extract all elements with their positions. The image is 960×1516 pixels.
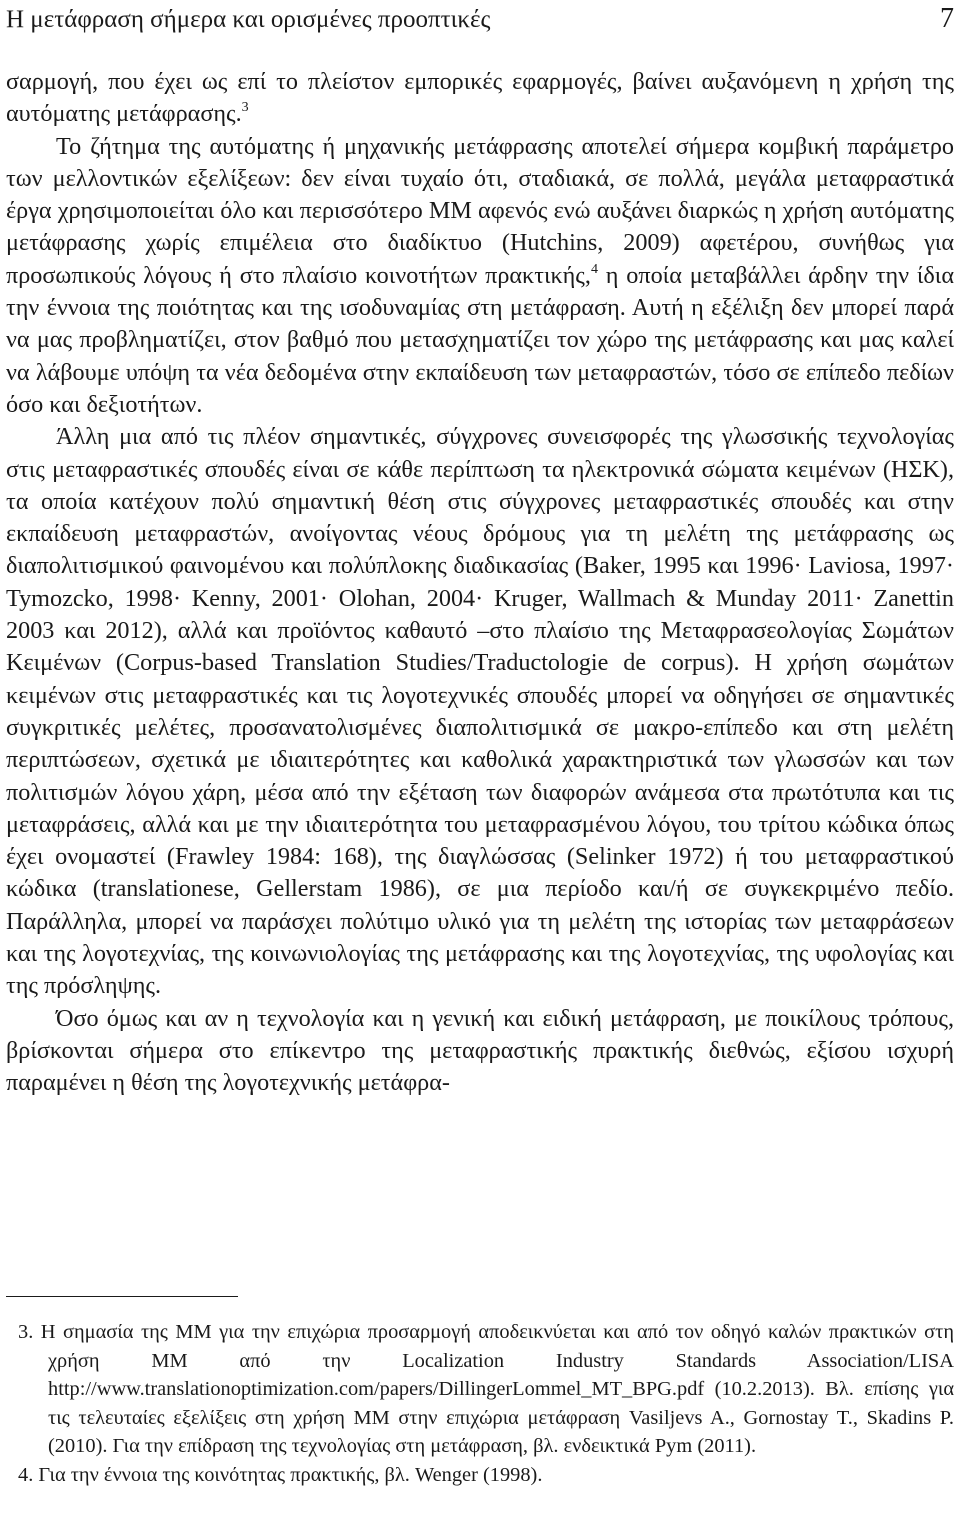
running-header [6,4,954,34]
paragraph-continuation [6,66,954,131]
footnote-4: 4. Για την έννοια της κοινότητας πρακτικής, βλ. Wenger (1998). [18,1463,543,1486]
paragraph-machine-translation [6,131,954,422]
paragraph-corpora: Άλλη μια από τις πλέον σημαντικές, σύγχρονες συνεισφορές της γλωσσικής τεχνολογίας στις μεταφραστικές σπουδές είναι σε κάθε περίπτωση τα ηλεκτρονικά σώματα κειμένων (ΗΣΚ), τα οποία κατέχουν πολύ σημαντική θέση στις σύγχρονες μεταφραστικές σπουδές και στην εκπαίδευση μεταφραστών, ανοίγοντας νέους δρόμους για τη μελέτη της μετάφρασης ως διαπολιτισμικού φαινομένου και πολύπλοκης διαδικασίας (Baker, 1995 και 1996· Laviosa, 1997· Tymozcko, 1998· Kenny, 2001· Olohan, 2004· Kruger, Wallmach & Munday 2011· Zanettin 2003 και 2012), αλλά και προϊόντος καθαυτό –στο πλαίσιο της Μεταφρασεολογίας Σωμάτων Κειμένων (Corpus-based Translation Studies/Traductologie de corpus). Η χρήση σωμάτων κειμένων στις μεταφραστικές και τις λογοτεχνικές σπουδές μπορεί να οδηγήσει σε σημαντικές συγκριτικές μελέτες, προσανατολισμένες διαπολιτισμικά σε μακρο-επίπεδο και στη μελέτη περιπτώσεων, σχετικά με ιδιαιτερότητες και καθολικά χαρακτηριστικά των γλωσσών και των πολιτισμών λόγου χάρη, μέσα από την εξέταση των διαφορών ανάμεσα στα πρωτότυπα και τις μεταφράσεις, αλλά και με την ιδιαιτερότητα του μεταφρασμένου λόγου, του τρίτου κώδικα όπως έχει ονομαστεί (Frawley 1984: 168), της διαγλώσσας (Selinker 1972) ή του μεταφραστικού κώδικα (translationese, Gellerstam 1986), σε μια περίοδο και/ή σε συγκεκριμένο πεδίο. Παράλληλα, μπορεί να παράσχει πολύτιμο υλικό για τη μελέτη της ιστορίας των μεταφράσεων και της λογοτεχνίας, της κοινωνιολογίας της μετάφρασης και της λογοτεχνίας, της υφολογίας και της πρόσληψης. [6,423,954,1000]
footnote-separator [6,1296,238,1297]
footnote-3: 3. Η σημασία της ΜΜ για την επιχώρια προσαρμογή αποδεικνύεται και από τον οδηγό καλών πρακτικών στη χρήση ΜΜ από την Localization Industry Standards Association/LISA http://www.translationoptimization.com/papers/DillingerLommel_MT_BPG.pdf (10.2.2013). Βλ. επίσης για τις τελευταίες εξελίξεις στη χρήση ΜΜ στην επιχώρια μετάφραση Vasiljevs A., Gornostay T., Skadins P. (2010). Για την επίδραση της τεχνολογίας στη μετάφραση, βλ. ενδεικτικά Pym (2011). [18,1321,954,1458]
running-title: Η μετάφραση σήμερα και ορισμένες προοπτικές [6,6,491,33]
paragraph-2-text-b: η οποία μεταβάλλει άρδην την ίδια την έννοια της ποιότητας και της ισοδυναμίας στη μετάφραση. Αυτή η εξέλιξη δεν μπορεί παρά να μας προβληματίζει, στον βαθμό που μετασχηματίζει τον χώρο της μετάφρασης και μας καλεί να λάβουμε υπόψη τα νέα δεδομένα στην εκπαίδευση των μεταφραστών, τόσο σε επίπεδο πεδίων όσο και δεξιοτήτων. [6,261,954,418]
paragraph-1-text: σαρμογή, που έχει ως επί το πλείστον εμπορικές εφαρμογές, βαίνει αυξανόμενη η χρήση της αυτόματης μετάφρασης. [6,68,954,128]
paragraph-literary-translation: Όσο όμως και αν η τεχνολογία και η γενική και ειδική μετάφραση, με ποικίλους τρόπους, βρίσκονται σήμερα στο επίκεντρο της μεταφραστικής πρακτικής διεθνώς, εξίσου ισχυρή παραμένει η θέση της λογοτεχνικής μετάφρα- [6,1004,954,1097]
footnotes [18,1318,954,1490]
page-number: 7 [940,3,954,34]
footnote-ref-3[interactable]: 3 [241,100,249,116]
footnote-ref-4[interactable]: 4 [590,261,598,277]
body-text [6,66,954,1100]
paragraph-2-text-a: Το ζήτημα της αυτόματης ή μηχανικής μετάφρασης αποτελεί σήμερα κομβική παράμετρο των μελλοντικών εξελίξεων: δεν είναι τυχαίο ότι, σταδιακά, σε πολλά, μεγάλα μεταφραστικά έργα χρησιμοποιείται όλο και περισσότερο ΜΜ αφενός ενώ αυξάνει διαρκώς η χρήση αυτόματης μετάφρασης χωρίς επιμέλεια στο διαδίκτυο (Hutchins, 2009) αφετέρου, συνήθως για προσωπικούς λόγους ή στο πλαίσιο κοινοτήτων πρακτικής, [6,132,954,289]
